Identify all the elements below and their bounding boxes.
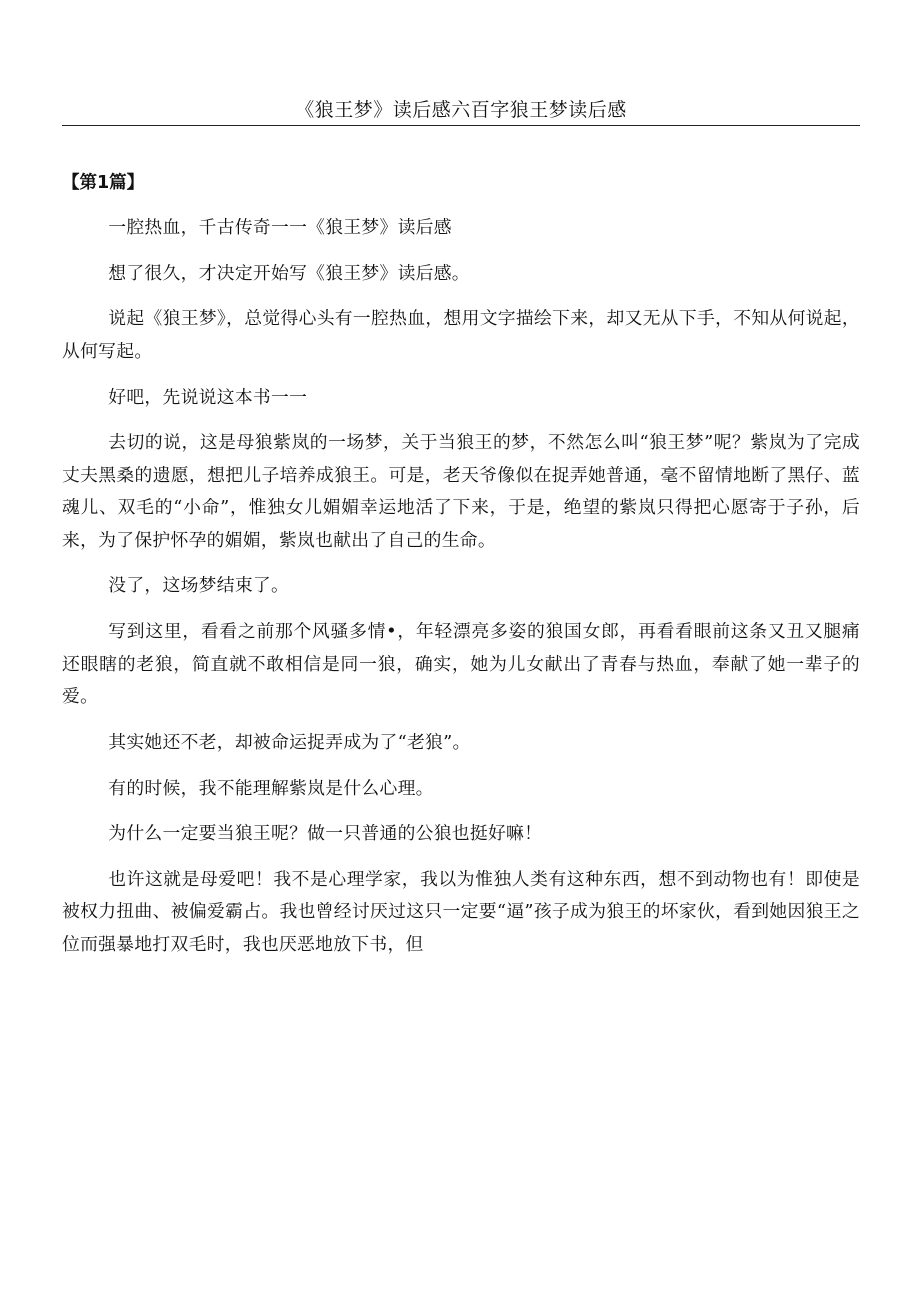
section-heading: 【第1篇】 [62, 173, 145, 193]
paragraph: 也许这就是母爱吧！我不是心理学家，我以为惟独人类有这种东西，想不到动物也有！即使是被权力扭曲、被偏爱霸占。我也曾经讨厌过这只一定要“逼”孩子成为狼王的坏家伙，看到她因狼王之位而强暴地打双毛时，我也厌恶地放下书，但 [62, 868, 860, 955]
paragraph: 有的时候，我不能理解紫岚是什么心理。 [108, 777, 434, 799]
paragraph: 去切的说，这是母狼紫岚的一场梦，关于当狼王的梦，不然怎么叫“狼王梦”呢？紫岚为了完成丈夫黑桑的遗愿，想把儿子培养成狼王。可是，老天爷像似在捉弄她普通，毫不留情地断了黑仔、蓝魂儿、双毛的“小命”，惟独女儿媚媚幸运地活了下来，于是，绝望的紫岚只得把心愿寄于子孙，后来，为了保护怀孕的媚媚，紫岚也献出了自己的生命。 [62, 432, 860, 551]
paragraph: 说起《狼王梦》，总觉得心头有一腔热血，想用文字描绘下来，却又无从下手，不知从何说起，从何写起。 [62, 308, 860, 362]
paragraph: 没了，这场梦结束了。 [108, 575, 290, 597]
paragraph: 好吧，先说说这本书一一 [108, 386, 308, 408]
body-text [62, 212, 860, 975]
paragraph: 一腔热血，千古传奇一一《狼王梦》读后感 [108, 217, 452, 238]
title-underline [62, 125, 860, 126]
paragraph: 想了很久，才决定开始写《狼王梦》读后感。 [108, 262, 470, 284]
document-title: 《狼王梦》读后感六百字狼王梦读后感 [295, 99, 627, 121]
paragraph: 写到这里，看看之前那个风骚多情•，年轻漂亮多姿的狼国女郎，再看看眼前这条又丑又腿痛还眼瞎的老狼，简直就不敢相信是同一狼，确实，她为儿女献出了青春与热血，奉献了她一辈子的爱。 [62, 621, 860, 708]
paragraph: 其实她还不老，却被命运捉弄成为了“老狼”。 [108, 731, 471, 753]
paragraph: 为什么一定要当狼王呢？做一只普通的公狼也挺好嘛！ [108, 823, 543, 845]
